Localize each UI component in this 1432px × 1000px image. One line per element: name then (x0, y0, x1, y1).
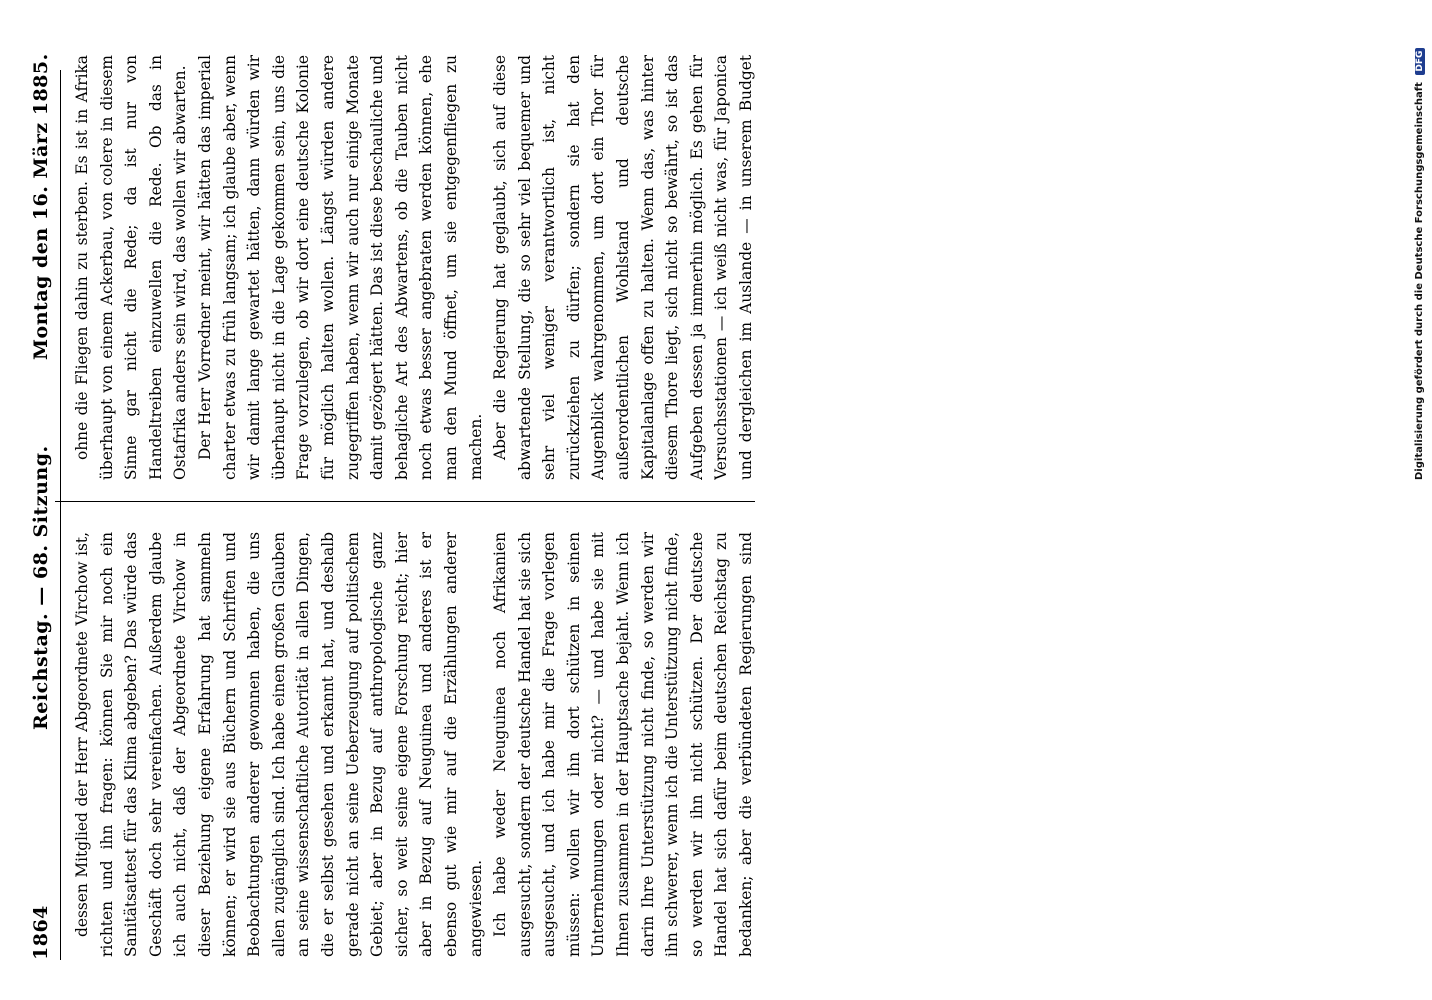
paragraph: Aber die Regierung hat geglaubt, sich auf diese abwartende Stellung, die so sehr viel bequemer und sehr viel weniger verantwortlich ist, nicht zurückziehen zu dürfen; sondern sie hat den Augenblick wahrgenommen, um dort ein Thor für außerordentlichen Wohlstand und deutsche Kapitalanlage offen zu halten. Wenn das, was hinter diesem Thore liegt, sich nicht so bewährt, so ist das Aufgeben dessen ja immerhin möglich. Es gehen für Versuchsstationen — ich weiß nicht was, für Japonica und dergleichen im Auslande — in unserem Budget (491, 55, 756, 480)
digitization-credit-text: Digitalisierung gefördert durch die Deutsche Forschungsgemeinschaft (1414, 82, 1425, 480)
column-divider (55, 501, 755, 502)
digitization-credit (1414, 48, 1425, 480)
text-column-left (70, 532, 760, 957)
session-title: Reichstag. — 68. Sitzung. (30, 445, 52, 730)
dfg-logo: DFG (1415, 48, 1425, 75)
header-rule (60, 70, 61, 960)
text-column-right (70, 55, 760, 480)
session-date: Montag den 16. März 1885. (30, 53, 52, 360)
paragraph: dessen Mitglied der Herr Abgeordnete Virchow ist, richten und ihn fragen: können Sie mir noch ein Sanitätsattest für das Klima abgeben? Das würde das Geschäft doch sehr vereinfachen. Außerdem glaube ich auch nicht, daß der Abgeordnete Virchow in dieser Beziehung eigene Erfahrung hat sammeln können; er wird sie aus Büchern und Schriften und Beobachtungen anderer gewonnen haben, die uns allen zugänglich sind. Ich habe einen großen Glauben an seine wissenschaftliche Autorität in allen Dingen, die er selbst gesehen und erkannt hat, und deshalb gerade nicht an seine Ueberzeugung auf politischem Gebiet; aber in Bezug auf anthropologische ganz sicher, so weit seine eigene Forschung reicht; hier aber in Bezug auf Neuguinea und anderes ist er ebenso gut wie mir auf die Erzählungen anderer angewiesen. (73, 532, 485, 957)
page-number: 1864 (30, 905, 52, 960)
paragraph: Ich habe weder Neuguinea noch Afrikanien ausgesucht, sondern der deutsche Handel hat sie sich ausgesucht, und ich habe mir die Frage vorlegen müssen: wollen wir ihn dort schützen in seinen Unternehmungen oder nicht? — und habe sie mit Ihnen zusammen in der Hauptsache bejaht. Wenn ich darin Ihre Unterstützung nicht finde, so werden wir ihn schwerer, wenn ich die Unterstützung nicht finde, so werden wir ihn nicht schützen. Der deutsche Handel hat sich dafür beim deutschen Reichstag zu bedanken; aber die verbündeten Regierungen sind (491, 532, 756, 957)
paragraph: Der Herr Vorredner meint, wir hätten das imperial charter etwas zu früh langsam; ich glaube aber, wenn wir damit lange gewartet hätten, dann würden wir überhaupt nicht in die Lage gekommen sein, uns die Frage vorzulegen, ob wir dort eine deutsche Kolonie für möglich halten wollen. Längst würden andere zugegriffen haben, wenn wir auch nur einige Monate damit gezögert hätten. Das ist diese beschauliche und behagliche Art des Abwartens, ob die Tauben nicht noch etwas besser angebraten werden können, ehe man den Mund öffnet, um sie entgegenfliegen zu machen. (195, 55, 485, 480)
paragraph: ohne die Fliegen dahin zu sterben. Es ist in Afrika überhaupt von einem Ackerbau, von colere in diesem Sinne gar nicht die Rede; da ist nur von Handeltreiben einzuwellen die Rede. Ob das in Ostafrika anders sein wird, das wollen wir abwarten. (73, 55, 190, 480)
